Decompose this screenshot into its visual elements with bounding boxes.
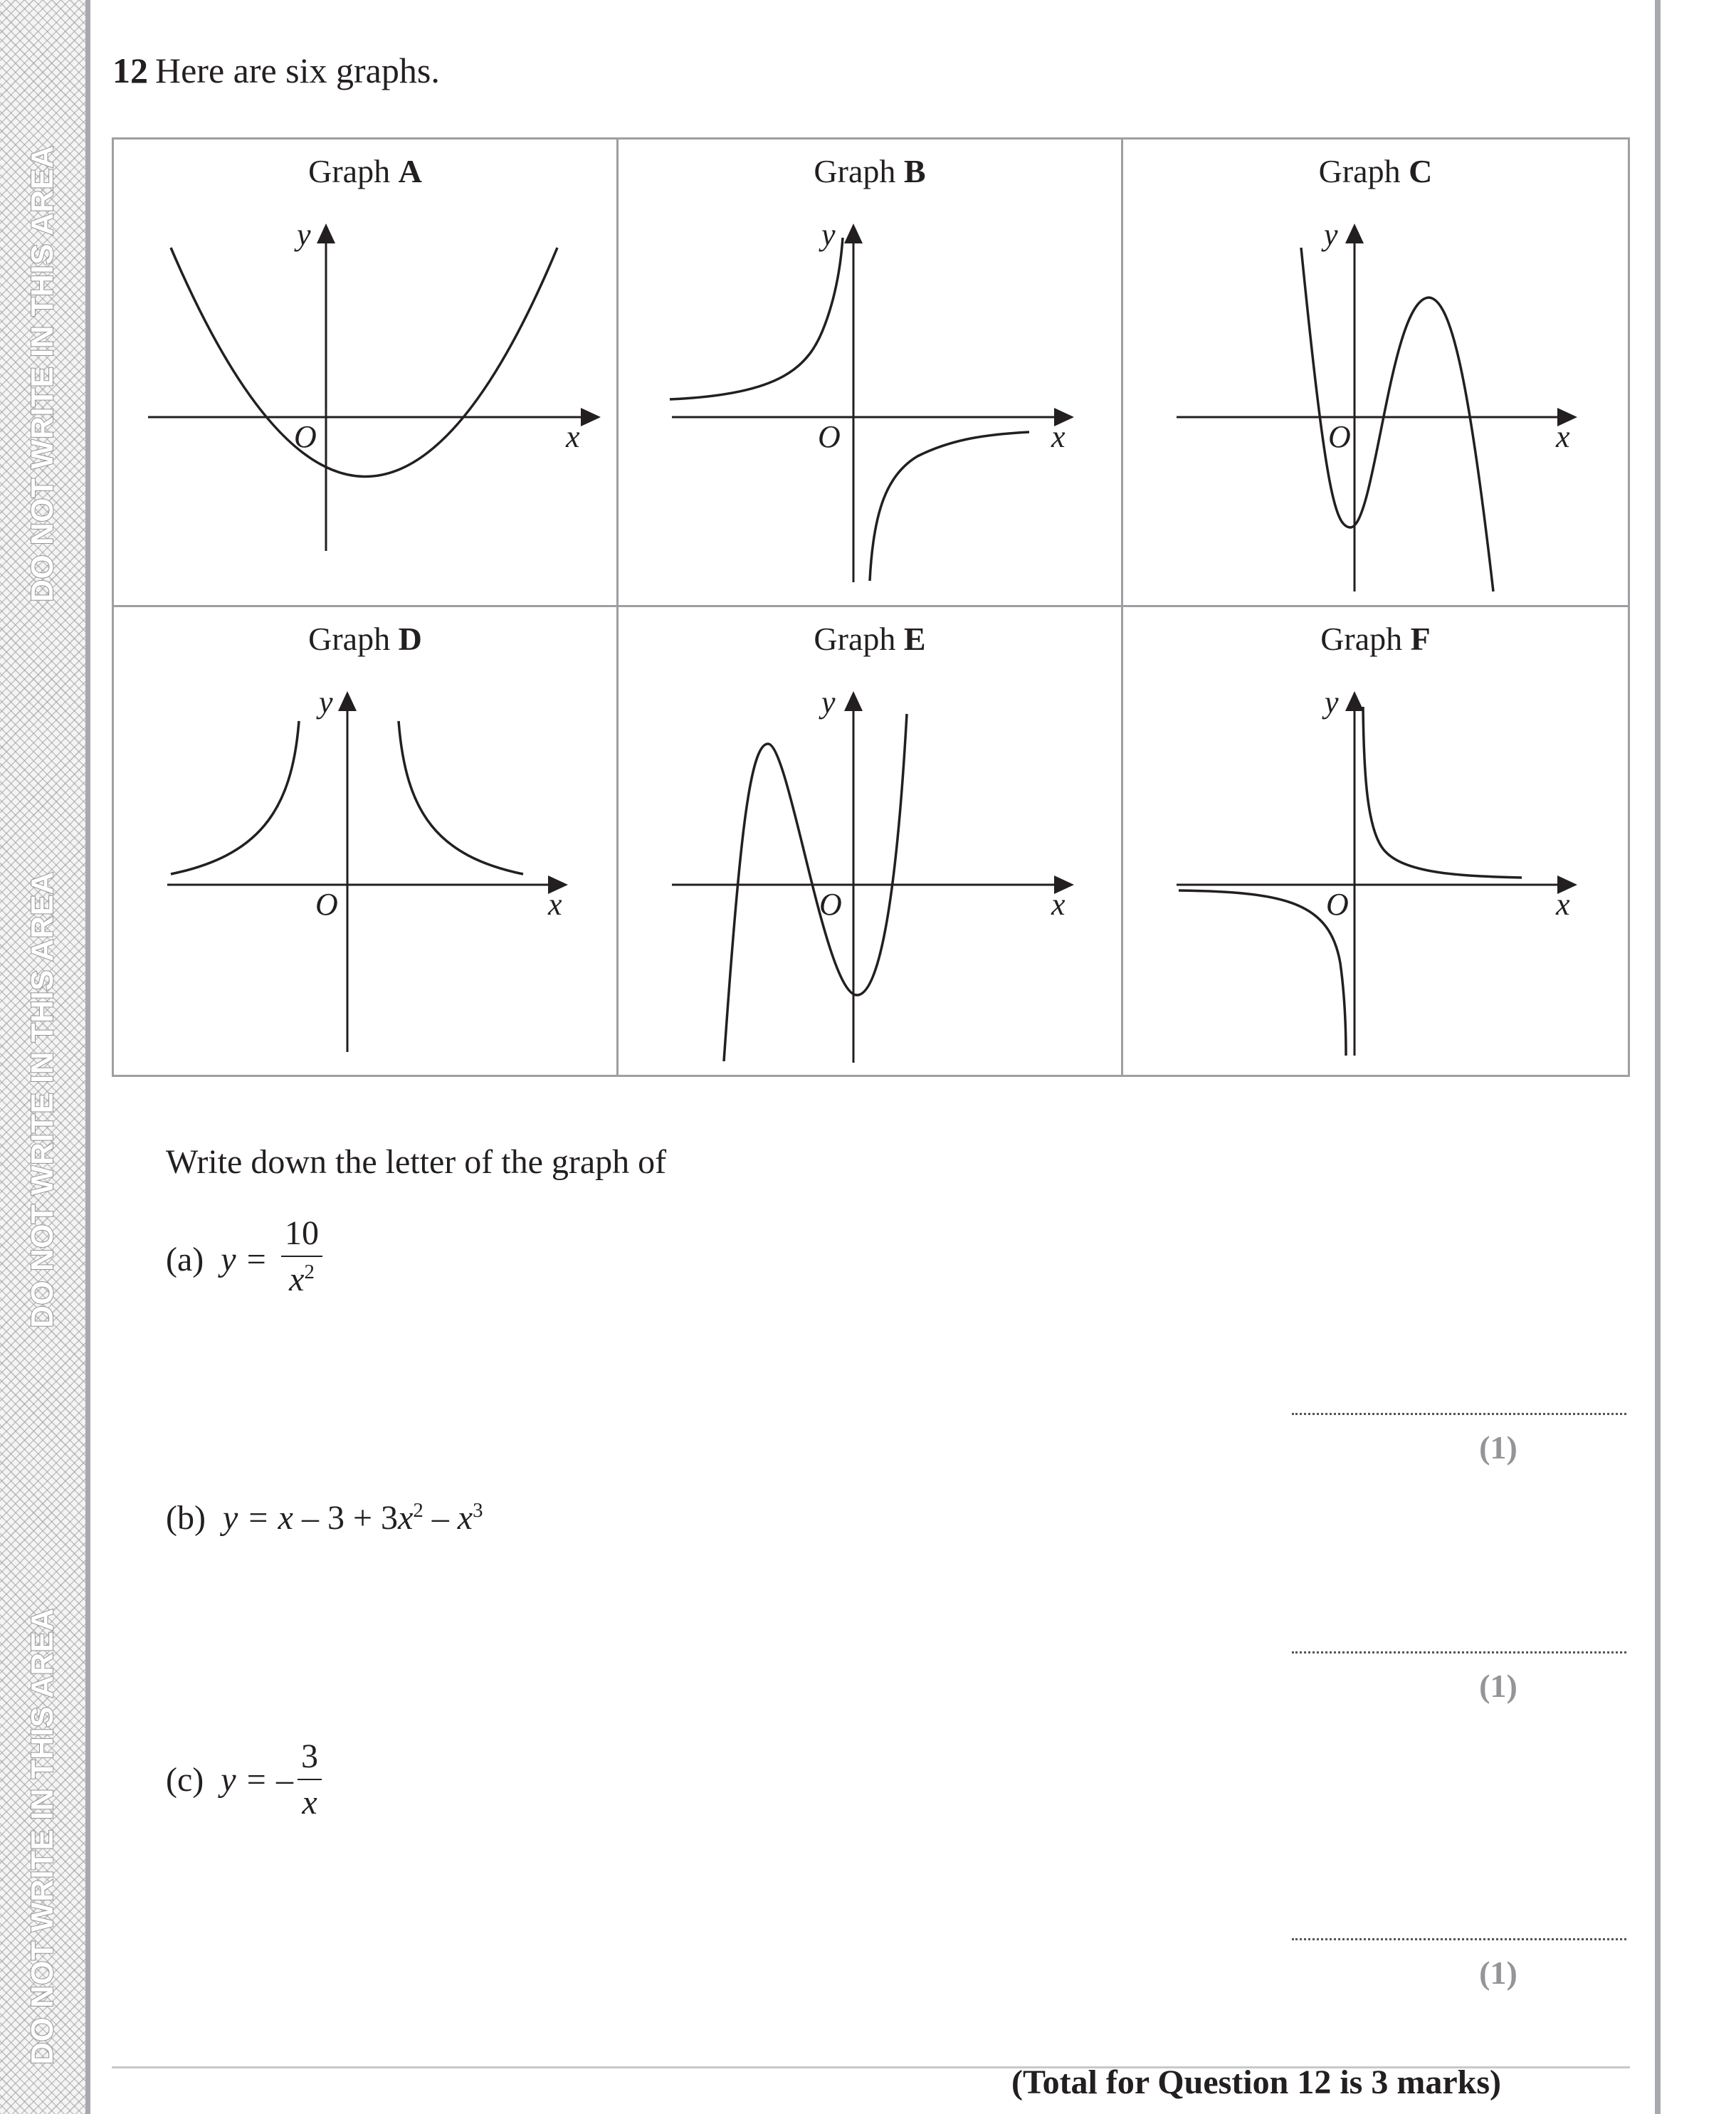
part-b-answer-line[interactable]	[1292, 1651, 1626, 1653]
graph-b-title: Graph B	[814, 153, 926, 189]
graph-b-curve-right	[870, 432, 1029, 581]
graph-c-title: Graph C	[1318, 153, 1433, 189]
graph-c-cell	[1123, 140, 1628, 607]
y-axis-arrow	[844, 691, 863, 711]
graph-a-curve	[171, 248, 557, 477]
graph-d-curve-left	[171, 721, 299, 874]
graph-e-title: Graph E	[814, 621, 926, 657]
y-axis-label: y	[297, 217, 311, 252]
y-axis-arrow	[1345, 224, 1364, 243]
x-axis-label: x	[1051, 887, 1066, 922]
graph-f-cell	[1123, 607, 1628, 1075]
part-c-label: (c)	[166, 1761, 204, 1799]
graph-e-plot	[619, 607, 1123, 1077]
graph-a-plot	[114, 140, 619, 609]
origin-label: O	[315, 887, 338, 922]
do-not-write-margin	[0, 0, 90, 2114]
part-a-question	[166, 1240, 268, 1279]
origin-label: O	[294, 419, 317, 454]
margin-warning: DO NOT WRITE IN THIS AREA	[25, 145, 60, 602]
part-c-fraction	[298, 1737, 322, 1822]
part-a-mark: (1)	[1479, 1429, 1517, 1466]
graph-f-title: Graph F	[1320, 621, 1431, 657]
question-number: 12	[112, 51, 148, 90]
x-axis-label: x	[548, 887, 562, 922]
page-border	[1655, 0, 1661, 2114]
instruction-text: Write down the letter of the graph of	[166, 1143, 667, 1181]
y-axis-arrow	[844, 224, 863, 243]
graph-a-title: Graph A	[308, 153, 422, 189]
graph-e-curve	[724, 714, 907, 1061]
graph-f-plot	[1123, 607, 1628, 1077]
part-c-mark: (1)	[1479, 1955, 1517, 1991]
y-axis-arrow	[338, 691, 357, 711]
origin-label: O	[818, 419, 841, 454]
graph-a-cell	[114, 140, 619, 607]
bottom-rule	[112, 2066, 1630, 2068]
origin-label: O	[1326, 887, 1349, 922]
y-axis-label: y	[1325, 685, 1339, 720]
y-axis-arrow	[317, 224, 335, 243]
part-b-label: (b)	[166, 1499, 206, 1537]
part-a-denominator: $x^2$	[289, 1261, 315, 1298]
graph-f-curve-right	[1363, 707, 1522, 878]
part-a-answer-line[interactable]	[1292, 1413, 1626, 1415]
x-axis-label: x	[1556, 887, 1570, 922]
margin-warning: DO NOT WRITE IN THIS AREA	[25, 1608, 60, 2065]
y-axis-label: y	[821, 217, 836, 252]
part-b-question: (b) $y = x - 3 + 3x^2 - x^3$	[166, 1499, 483, 1537]
x-axis-label: x	[1051, 419, 1066, 454]
graph-d-cell	[114, 607, 619, 1075]
graph-d-title: Graph D	[308, 621, 422, 657]
part-c-denominator: x	[302, 1784, 317, 1821]
graph-e-cell	[619, 607, 1123, 1075]
part-c-question	[166, 1760, 293, 1799]
x-axis-label: x	[1556, 419, 1570, 454]
part-a-lhs: y =	[221, 1241, 268, 1278]
part-c-lhs: y = –	[221, 1761, 293, 1799]
graph-b-plot	[619, 140, 1123, 609]
question-total: (Total for Question 12 is 3 marks)	[1011, 2063, 1501, 2101]
part-a-fraction	[281, 1214, 322, 1299]
graph-d-curve-right	[399, 721, 523, 874]
part-b-mark: (1)	[1479, 1668, 1517, 1704]
y-axis-label: y	[821, 685, 836, 720]
x-axis-arrow	[581, 408, 601, 426]
x-axis-label: x	[566, 419, 580, 454]
origin-label: O	[819, 887, 842, 922]
question-heading	[112, 50, 440, 91]
origin-label: O	[1328, 419, 1351, 454]
margin-warning: DO NOT WRITE IN THIS AREA	[25, 871, 60, 1328]
graph-d-plot	[114, 607, 619, 1077]
graph-c-plot	[1123, 140, 1628, 609]
graph-f-curve-left	[1179, 890, 1346, 1056]
part-c-answer-line[interactable]	[1292, 1938, 1626, 1940]
part-c-numerator: 3	[301, 1737, 318, 1775]
graph-b-cell	[619, 140, 1123, 607]
question-text: Here are six graphs.	[155, 51, 440, 90]
part-a-label: (a)	[166, 1241, 204, 1278]
part-a-numerator: 10	[285, 1214, 319, 1252]
y-axis-label: y	[319, 685, 333, 720]
graph-grid	[112, 137, 1630, 1077]
graph-b-curve-left	[670, 238, 843, 399]
y-axis-arrow	[1345, 691, 1364, 711]
y-axis-label: y	[1324, 217, 1338, 252]
